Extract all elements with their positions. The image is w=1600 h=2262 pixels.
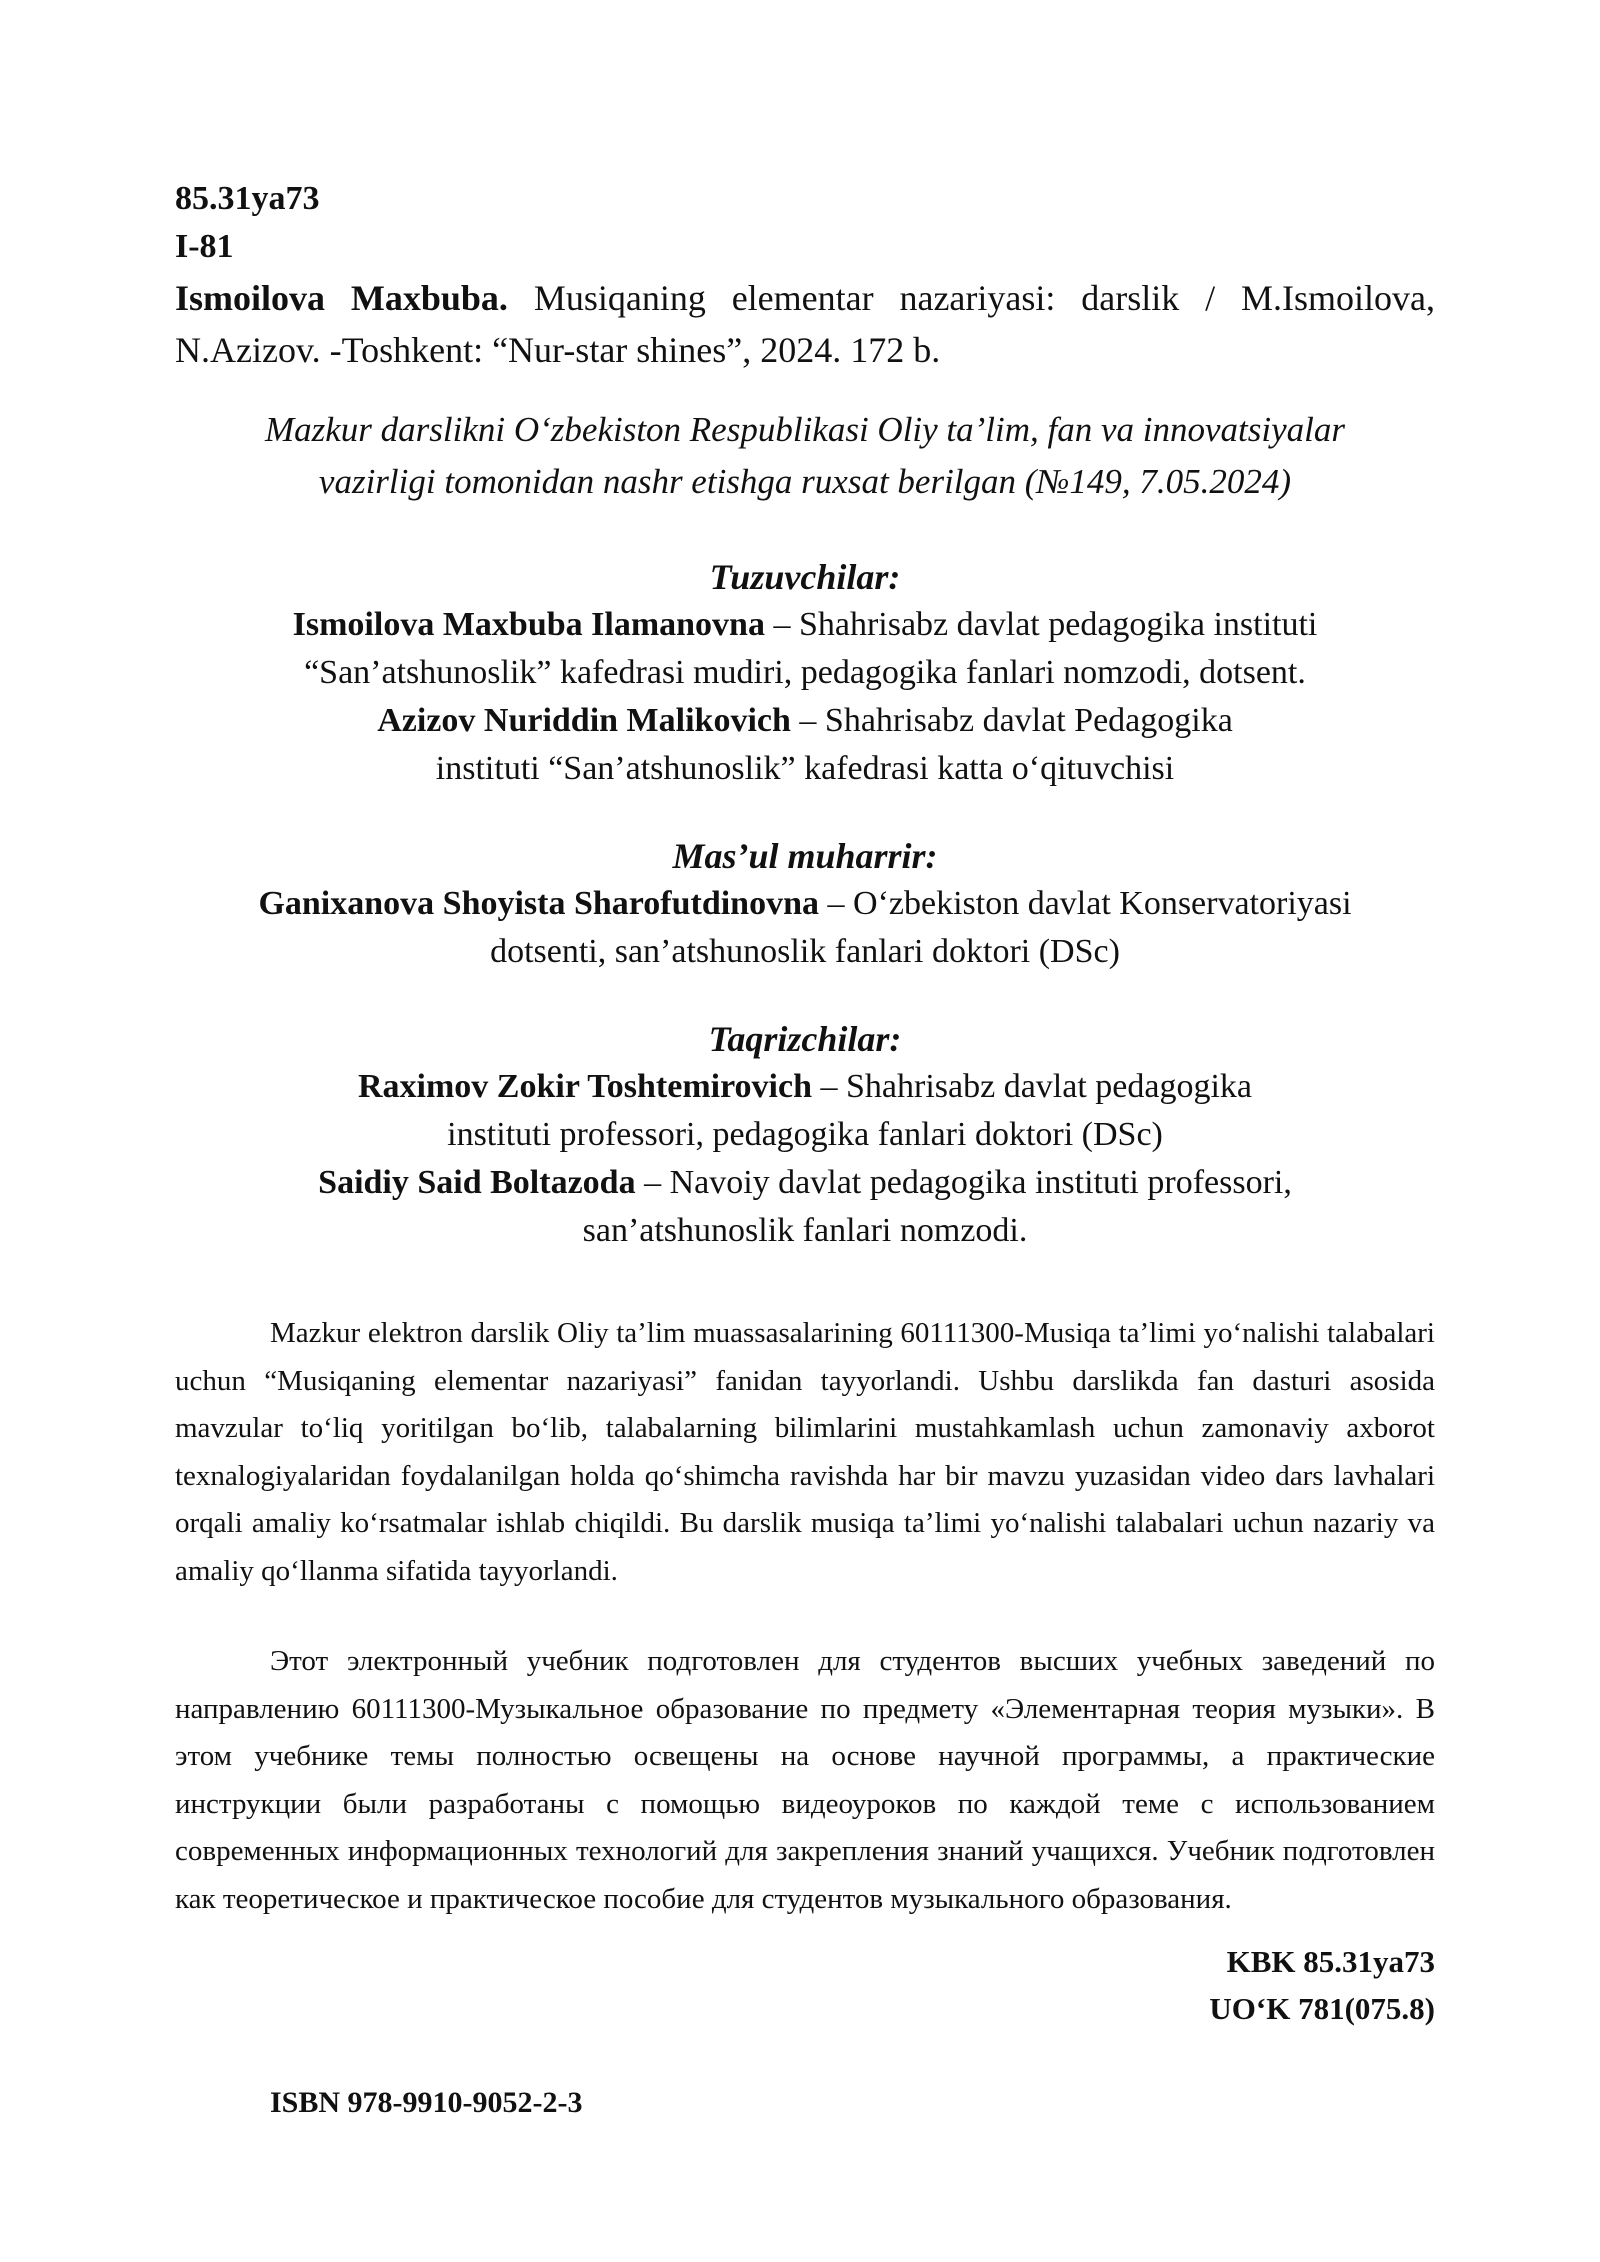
compiler-role-continued: “San’atshunoslik” kafedrasi mudiri, pedagogika fanlari nomzodi, dotsent. xyxy=(304,654,1306,691)
compiler-name: Ismoilova Maxbuba Ilamanovna xyxy=(292,606,765,643)
reviewer-name: Saidiy Said Boltazoda xyxy=(318,1164,636,1201)
citation-author: Ismoilova Maxbuba. xyxy=(175,278,508,318)
compilers-section xyxy=(140,553,1470,793)
approval-line: vazirligi tomonidan nashr etishga ruxsat berilgan (№149, 7.05.2024) xyxy=(318,462,1292,501)
editor-name: Ganixanova Shoyista Sharofutdinovna xyxy=(258,885,820,922)
reviewers-section xyxy=(140,1015,1470,1255)
citation-text: Musiqaning elementar nazariyasi: darslik / M.Ismoilova, N.Azizov. -Toshkent: “Nur-star shines”, 2024. 172 b. xyxy=(175,278,1435,370)
author-mark: I-81 xyxy=(175,228,234,265)
editor-section xyxy=(140,832,1470,976)
compiler-role-continued: instituti “San’atshunoslik” kafedrasi katta o‘qituvchisi xyxy=(435,750,1175,787)
reviewers-heading: Taqrizchilar: xyxy=(708,1019,902,1059)
editor-heading: Mas’ul muharrir: xyxy=(672,836,938,876)
classification-codes xyxy=(1209,1938,1435,2032)
editor-role: – O‘zbekiston davlat Konservatoriyasi xyxy=(819,885,1352,922)
compilers-heading: Tuzuvchilar: xyxy=(709,557,901,597)
compiler-role: – Shahrisabz davlat pedagogika instituti xyxy=(764,606,1318,643)
abstract-russian: Этот электронный учебник подготовлен для студентов высших учебных заведений по направлению 60111300-Музыкальное образование по предмету «Элементарная теория музыки». В этом учебнике темы полностью освещены на основе научной программы, а практические инструкции были разработаны с помощью видеоуроков по каждой теме с использованием современных информационных технологий для закрепления знаний учащихся. Учебник подготовлен как теоретическое и практическое пособие для студентов музыкального образования. xyxy=(175,1645,1435,1915)
approval-note xyxy=(175,404,1435,508)
bbk-code: 85.31ya73 xyxy=(175,180,320,217)
kbk-code: KBK 85.31ya73 xyxy=(1226,1944,1435,1979)
isbn: ISBN 978-9910-9052-2-3 xyxy=(270,2086,583,2119)
editor-role-continued: dotsenti, san’atshunoslik fanlari doktori (DSc) xyxy=(490,933,1120,970)
reviewer-role-continued: san’atshunoslik fanlari nomzodi. xyxy=(582,1212,1028,1249)
editor-entry xyxy=(140,880,1470,928)
compiler-role: – Shahrisabz davlat Pedagogika xyxy=(790,702,1233,739)
abstract-uzbek: Mazkur elektron darslik Oliy ta’lim muassasalarining 60111300-Musiqa ta’limi yo‘nalishi talabalari uchun “Musiqaning elementar nazariyasi” fanidan tayyorlandi. Ushbu darslikda fan dasturi asosida mavzular to‘liq yoritilgan bo‘lib, talabalarning bilimlarini mustahkamlash uchun zamonaviy axborot texnalogiyalaridan foydalanilgan holda qo‘shimcha ravishda har bir mavzu yuzasidan video dars lavhalari orqali amaliy ko‘rsatmalar ishlab chiqildi. Bu darslik musiqa ta’limi yo‘nalishi talabalari uchun nazariy va amaliy qo‘llanma sifatida tayyorlandi. xyxy=(175,1317,1435,1587)
reviewer-entry xyxy=(140,1159,1470,1207)
compiler-entry xyxy=(140,601,1470,649)
reviewer-role: – Shahrisabz davlat pedagogika xyxy=(812,1068,1252,1105)
reviewer-entry xyxy=(140,1063,1470,1111)
compiler-name: Azizov Nuriddin Malikovich xyxy=(377,702,791,739)
reviewer-role: – Navoiy davlat pedagogika instituti professori, xyxy=(635,1164,1292,1201)
reviewer-role-continued: instituti professori, pedagogika fanlari doktori (DSc) xyxy=(447,1116,1163,1153)
uok-code: UO‘K 781(075.8) xyxy=(1209,1991,1435,2026)
reviewer-name: Raximov Zokir Toshtemirovich xyxy=(357,1068,813,1105)
compiler-entry xyxy=(140,697,1470,745)
approval-line: Mazkur darslikni O‘zbekiston Respublikasi Oliy ta’lim, fan va innovatsiyalar xyxy=(264,410,1345,449)
bibliographic-citation xyxy=(175,272,1435,376)
